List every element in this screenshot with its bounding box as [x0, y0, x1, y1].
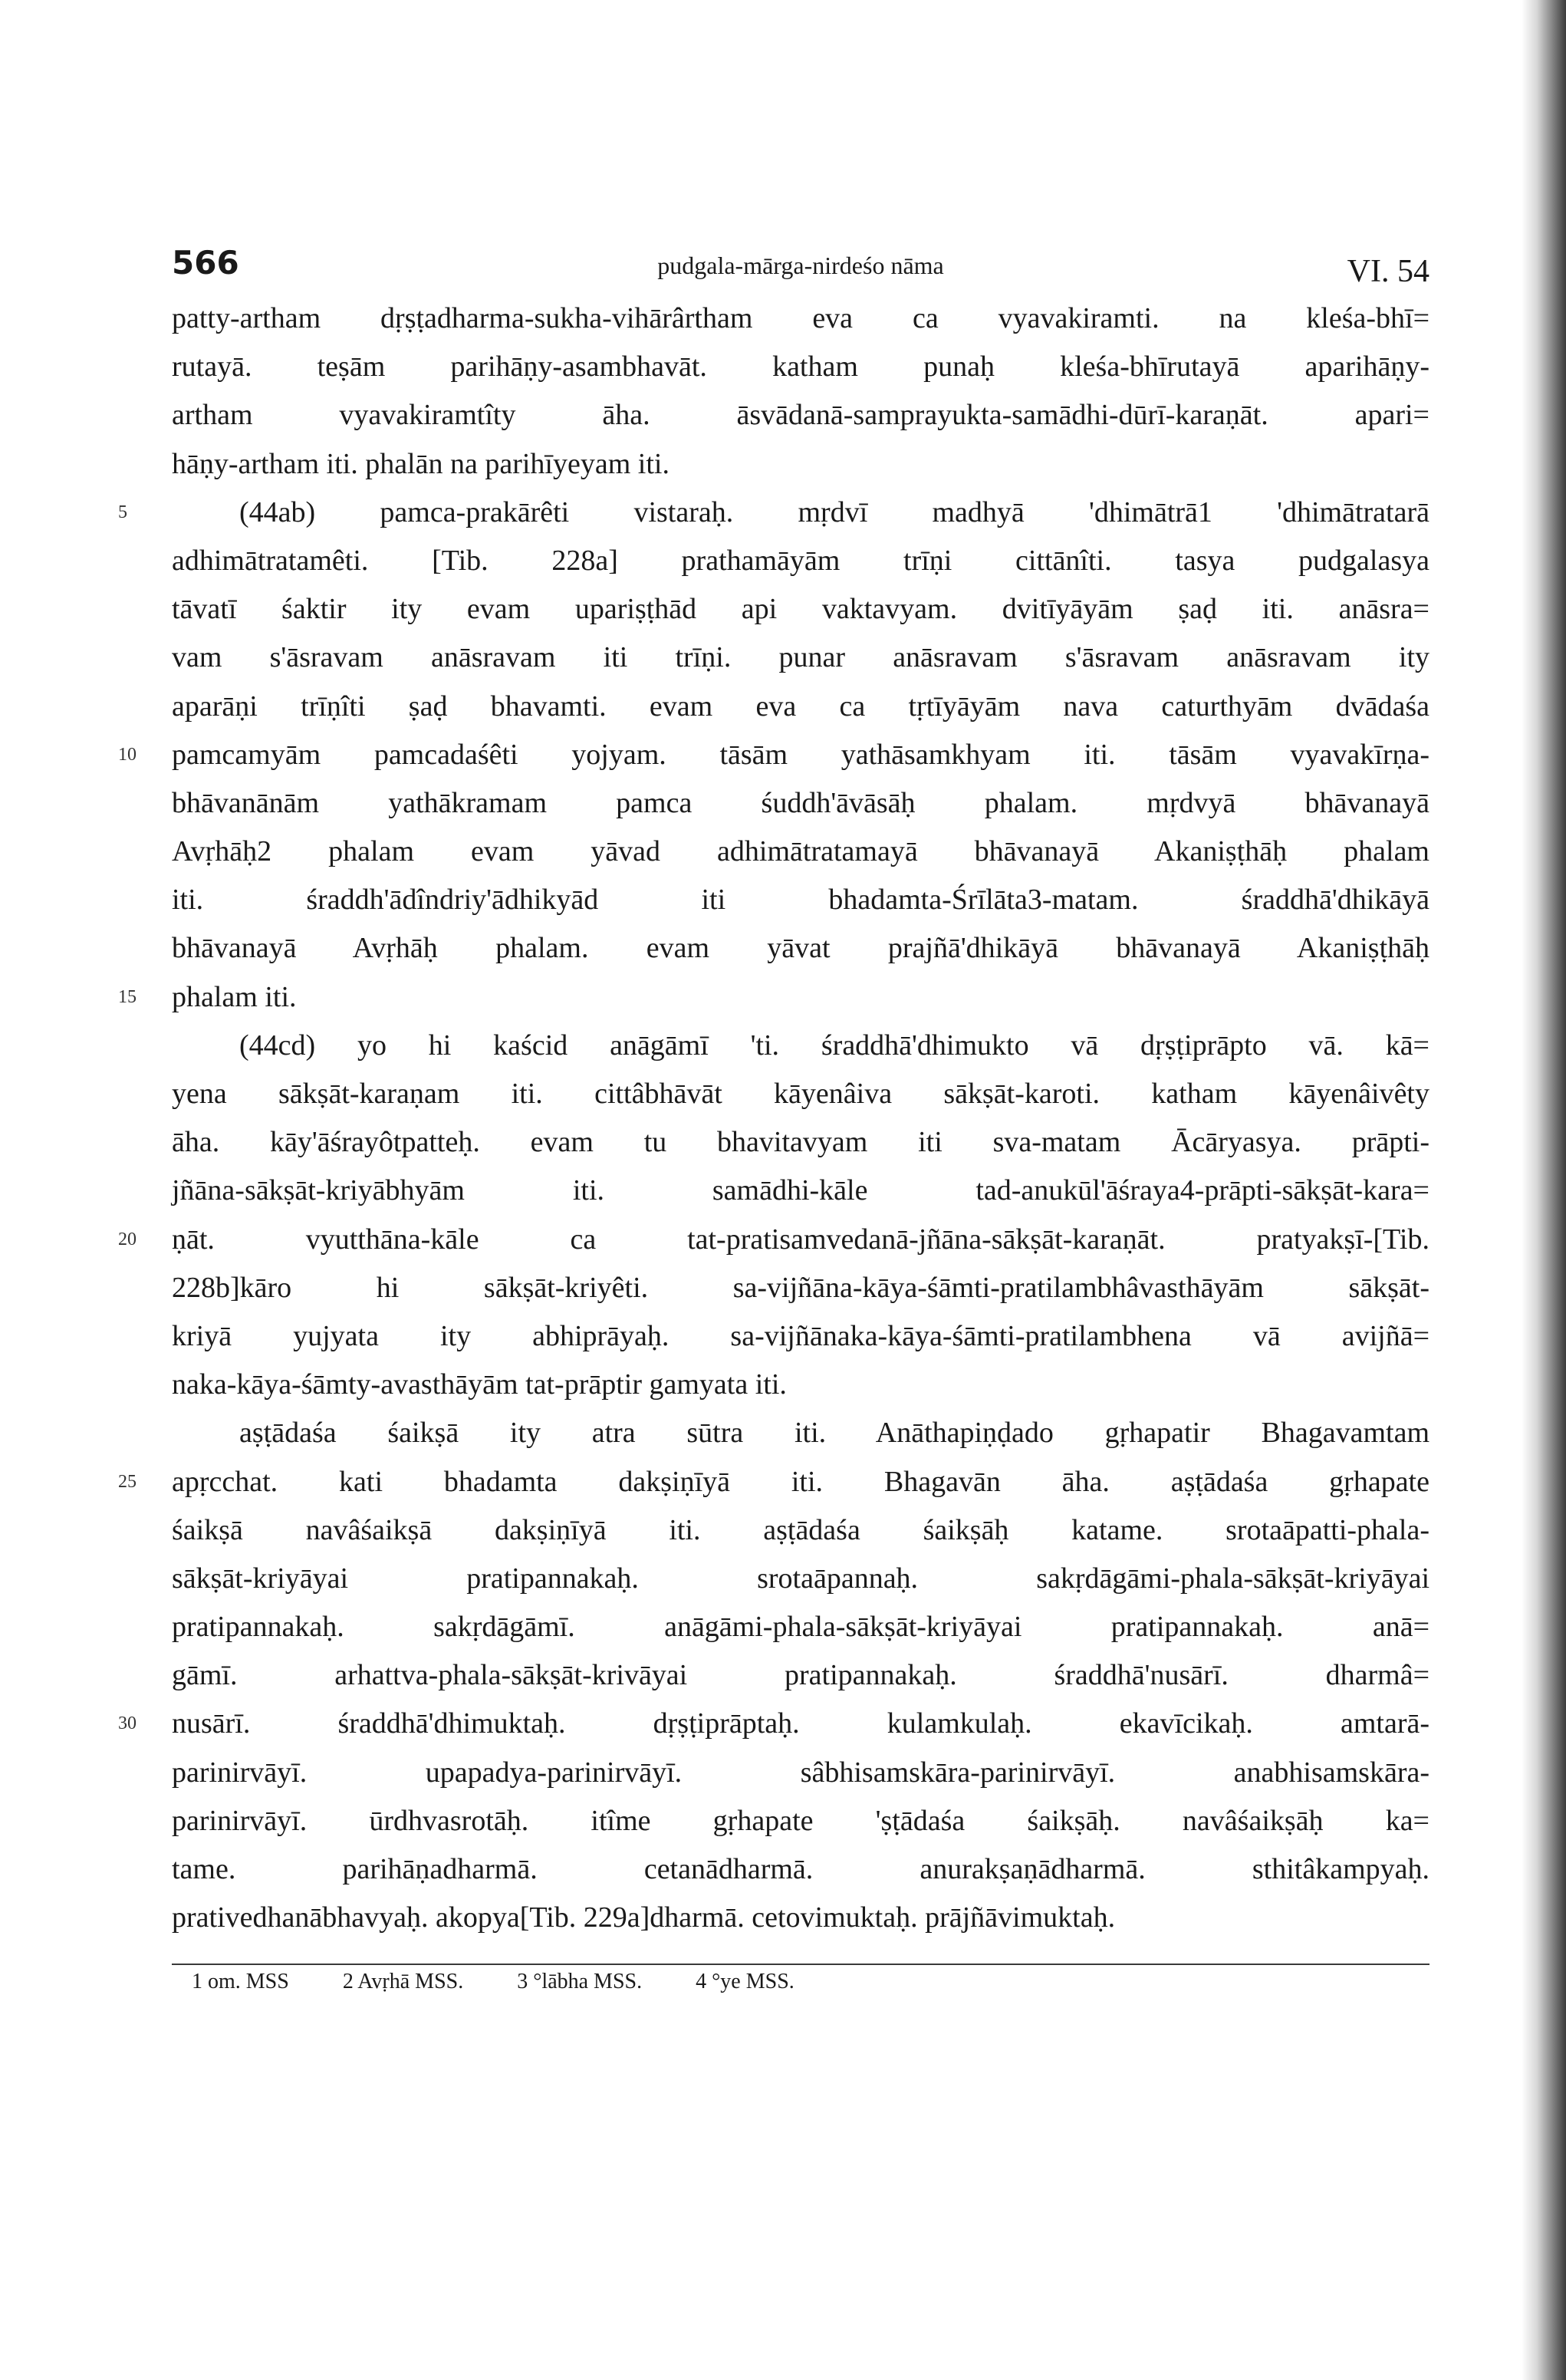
text-line [172, 828, 1429, 876]
text-line [172, 343, 1429, 391]
line-text: hāṇy-artham iti. phalān na parihīyeyam iti. [172, 447, 669, 480]
line-text: parinirvāyī. ūrdhvasrotāḥ. itîme gṛhapate 'ṣṭādaśa śaikṣāḥ. navâśaikṣāḥ ka= [172, 1804, 1429, 1837]
text-line [172, 1312, 1429, 1361]
text-line [172, 295, 1429, 343]
line-text: Avṛhāḥ2 phalam evam yāvad adhimātratamayā bhāvanayā Akaniṣṭhāḥ phalam [172, 835, 1429, 868]
text-line [172, 1118, 1429, 1167]
text-line [172, 1022, 1429, 1070]
line-text: phalam iti. [172, 980, 297, 1013]
text-line [172, 876, 1429, 924]
text-line [118, 1458, 1429, 1506]
text-line [172, 924, 1429, 973]
main-text [118, 295, 1429, 1942]
text-line [172, 634, 1429, 682]
line-text: pamcamyām pamcadaśêti yojyam. tāsām yathāsamkhyam iti. tāsām vyavakīrṇa- [172, 738, 1429, 771]
text-line [172, 585, 1429, 634]
text-line [172, 1070, 1429, 1118]
line-text: śaikṣā navâśaikṣā dakṣiṇīyā iti. aṣṭādaśa śaikṣāḥ katame. srotaāpatti-phala- [172, 1513, 1429, 1546]
text-line [172, 1797, 1429, 1845]
line-text: jñāna-sākṣāt-kriyābhyām iti. samādhi-kāle tad-anukūl'āśraya4-prāpti-sākṣāt-kara= [172, 1174, 1429, 1207]
text-line [172, 1894, 1429, 1942]
line-text: aṣṭādaśa śaikṣā ity atra sūtra iti. Anāthapiṇḍado gṛhapatir Bhagavamtam [239, 1417, 1429, 1450]
footnote-divider [172, 1964, 1429, 1965]
line-text: nusārī. śraddhā'dhimuktaḥ. dṛṣṭiprāptaḥ. kulamkulaḥ. ekavīcikaḥ. amtarā- [172, 1707, 1429, 1740]
line-text: 228b]kāro hi sākṣāt-kriyêti. sa-vijñāna-kāya-śāmti-pratilambhâvasthāyām sākṣāt- [172, 1271, 1429, 1304]
line-number: 20 [118, 1229, 137, 1249]
text-line [172, 537, 1429, 585]
line-text: patty-artham dṛṣṭadharma-sukha-vihārârtham eva ca vyavakiramti. na kleśa-bhī= [172, 302, 1429, 334]
text-line [118, 489, 1429, 537]
line-number: 15 [118, 986, 137, 1007]
footnote: 2 Avṛhā MSS. [342, 1970, 464, 1993]
text-line [118, 731, 1429, 779]
line-text: prativedhanābhavyaḥ. akopya[Tib. 229a]dharmā. cetovimuktaḥ. prājñāvimuktaḥ. [172, 1901, 1116, 1934]
footnotes [192, 1970, 1342, 1994]
text-line [172, 1603, 1429, 1651]
text-line [172, 1845, 1429, 1894]
line-text: bhāvanānām yathākramam pamca śuddh'āvāsāḥ phalam. mṛdvyā bhāvanayā [172, 786, 1429, 819]
line-text: sākṣāt-kriyāyai pratipannakaḥ. srotaāpannaḥ. sakṛdāgāmi-phala-sākṣāt-kriyāyai [172, 1562, 1429, 1595]
section-reference: VI. 54 [1347, 254, 1429, 289]
line-text: pratipannakaḥ. sakṛdāgāmī. anāgāmi-phala-sākṣāt-kriyāyai pratipannakaḥ. anā= [172, 1611, 1429, 1644]
text-line [172, 440, 1429, 489]
text-line [172, 1409, 1429, 1457]
line-number: 10 [118, 744, 137, 765]
line-text: vam s'āsravam anāsravam iti trīṇi. punar anāsravam s'āsravam anāsravam ity [172, 641, 1429, 674]
scanned-page-edge [1522, 0, 1566, 2380]
line-text: iti. śraddh'ādîndriy'ādhikyād iti bhadamta-Śrīlāta3-matam. śraddhā'dhikāyā [172, 884, 1429, 917]
line-text: apṛcchat. kati bhadamta dakṣiṇīyā iti. Bhagavān āha. aṣṭādaśa gṛhapate [172, 1465, 1429, 1498]
text-line [118, 1216, 1429, 1264]
text-line [172, 683, 1429, 731]
text-line [172, 391, 1429, 439]
line-text: gāmī. arhattva-phala-sākṣāt-krivāyai pratipannakaḥ. śraddhā'nusārī. dharmâ= [172, 1659, 1429, 1692]
text-line [172, 779, 1429, 828]
line-text: tame. parihāṇadharmā. cetanādharmā. anurakṣaṇādharmā. sthitâkampyaḥ. [172, 1853, 1429, 1885]
line-text: āha. kāy'āśrayôtpatteḥ. evam tu bhavitavyam iti sva-matam Ācāryasya. prāpti- [172, 1126, 1429, 1159]
line-text: parinirvāyī. upapadya-parinirvāyī. sâbhisamskāra-parinirvāyī. anabhisamskāra- [172, 1756, 1429, 1789]
page-number: 566 [172, 244, 239, 281]
line-text: adhimātratamêti. [Tib. 228a] prathamāyām trīṇi cittānîti. tasya pudgalasya [172, 544, 1429, 577]
text-line [172, 1555, 1429, 1603]
line-text: yena sākṣāt-karaṇam iti. cittâbhāvāt kāyenâiva sākṣāt-karoti. katham kāyenâivêty [172, 1078, 1429, 1110]
running-title: pudgala-mārga-nirdeśo nāma [657, 252, 944, 279]
line-text: (44ab) pamca-prakārêti vistaraḥ. mṛdvī madhyā 'dhimātrā1 'dhimātratarā [239, 495, 1429, 528]
line-text: rutayā. teṣām parihāṇy-asambhavāt. katham punaḥ kleśa-bhīrutayā aparihāṇy- [172, 351, 1429, 383]
footnote: 3 °lābha MSS. [517, 1970, 643, 1993]
text-line [118, 1700, 1429, 1748]
line-text: (44cd) yo hi kaścid anāgāmī 'ti. śraddhā'dhimukto vā dṛṣṭiprāpto vā. kā= [239, 1029, 1429, 1062]
text-line [172, 1506, 1429, 1555]
line-text: aparāṇi trīṇîti ṣaḍ bhavamti. evam eva ca tṛtīyāyām nava caturthyām dvādaśa [172, 690, 1429, 723]
line-number: 5 [118, 502, 127, 522]
text-line [172, 1749, 1429, 1797]
line-text: bhāvanayā Avṛhāḥ phalam. evam yāvat prajñā'dhikāyā bhāvanayā Akaniṣṭhāḥ [172, 932, 1429, 965]
footnote: 4 °ye MSS. [696, 1970, 795, 1993]
text-line [118, 973, 1429, 1022]
footnote: 1 om. MSS [192, 1970, 289, 1993]
line-text: kriyā yujyata ity abhiprāyaḥ. sa-vijñānaka-kāya-śāmti-pratilambhena vā avijñā= [172, 1319, 1429, 1352]
text-line [172, 1167, 1429, 1215]
text-line [172, 1361, 1429, 1409]
line-text: naka-kāya-śāmty-avasthāyām tat-prāptir gamyata iti. [172, 1368, 787, 1401]
line-text: tāvatī śaktir ity evam upariṣṭhād api vaktavyam. dvitīyāyām ṣaḍ iti. anāsra= [172, 593, 1429, 626]
page-header [172, 244, 1429, 298]
line-text: artham vyavakiramtîty āha. āsvādanā-samprayukta-samādhi-dūrī-karaṇāt. apari= [172, 399, 1429, 432]
line-number: 25 [118, 1471, 137, 1492]
text-line [172, 1264, 1429, 1312]
text-line [172, 1651, 1429, 1700]
line-text: ṇāt. vyutthāna-kāle ca tat-pratisamvedanā-jñāna-sākṣāt-karaṇāt. pratyakṣī-[Tib. [172, 1223, 1429, 1256]
line-number: 30 [118, 1713, 137, 1734]
